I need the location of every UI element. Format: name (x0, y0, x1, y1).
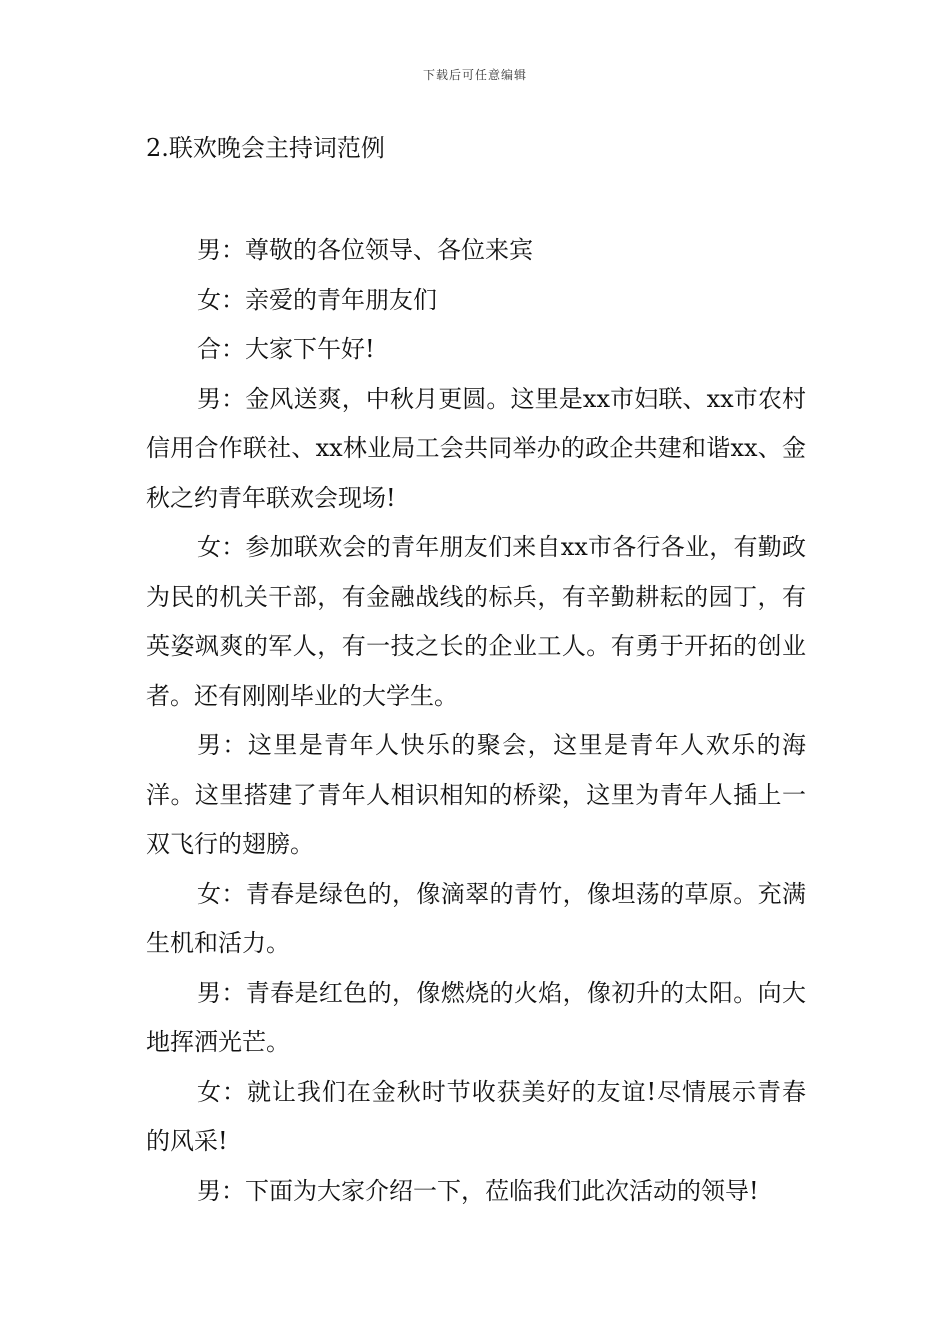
paragraph-5: 女：参加联欢会的青年朋友们来自xx市各行各业，有勤政为民的机关干部，有金融战线的标兵，有辛勤耕耘的园丁，有英姿飒爽的军人，有一技之长的企业工人。有勇于开拓的创业者。还有刚刚毕业的大学生。 (146, 533, 806, 710)
paragraph-3: 合：大家下午好! (197, 335, 375, 363)
paragraph-7: 女：青春是绿色的，像滴翠的青竹，像坦荡的草原。充满生机和活力。 (146, 879, 806, 957)
paragraph-10: 男：下面为大家介绍一下，莅临我们此次活动的领导! (197, 1176, 759, 1205)
paragraph-1: 男：尊敬的各位领导、各位来宾 (197, 236, 533, 264)
document-body (146, 226, 806, 1216)
paragraph-6: 男：这里是青年人快乐的聚会，这里是青年人欢乐的海洋。这里搭建了青年人相识相知的桥梁，这里为青年人插上一双飞行的翅膀。 (146, 731, 806, 858)
paragraph-8: 男：青春是红色的，像燃烧的火焰，像初升的太阳。向大地挥洒光芒。 (146, 978, 806, 1056)
document-title: 2.联欢晚会主持词范例 (146, 134, 385, 162)
paragraph-2: 女：亲爱的青年朋友们 (197, 285, 437, 314)
header-note: 下载后可任意编辑 (422, 68, 527, 82)
paragraph-9: 女：就让我们在金秋时节收获美好的友谊!尽情展示青春的风采! (146, 1077, 806, 1155)
paragraph-4: 男：金风送爽，中秋月更圆。这里是xx市妇联、xx市农村信用合作联社、xx林业局工会共同举办的政企共建和谐xx、金秋之约青年联欢会现场! (146, 384, 806, 512)
